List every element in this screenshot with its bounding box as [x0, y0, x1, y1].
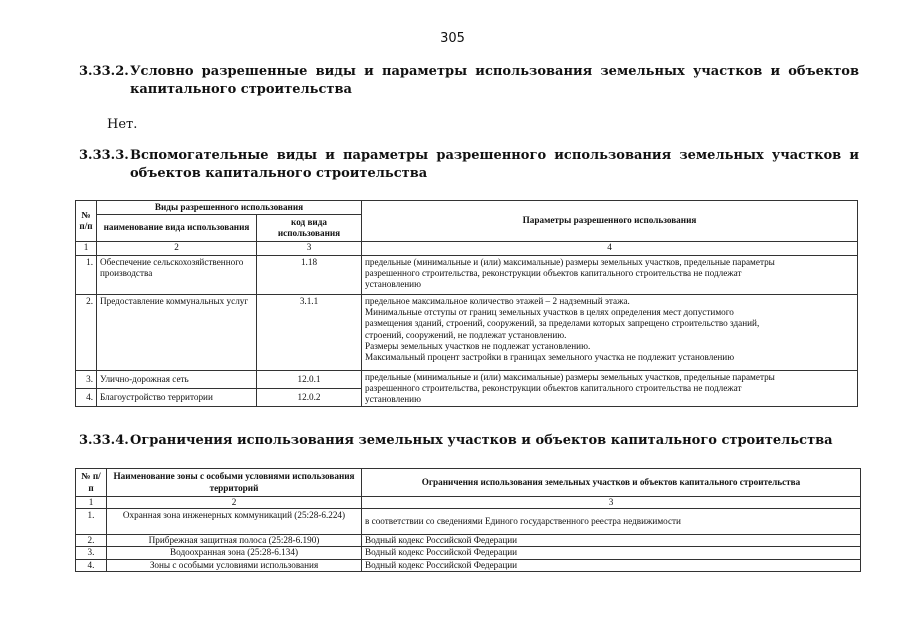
- use-params-shared: [362, 371, 858, 407]
- table-row: [76, 509, 861, 535]
- use-code: 1.18: [257, 256, 362, 295]
- params-line: установлению: [365, 394, 421, 405]
- use-code: 12.0.1: [257, 371, 362, 389]
- use-params: [362, 295, 858, 371]
- row-num: 4.: [76, 389, 97, 407]
- section-number: 3.33.4.: [79, 433, 129, 448]
- params-line: Размеры земельных участков не подлежат установлению.: [365, 340, 591, 351]
- index-row: [76, 242, 858, 256]
- section-title: Вспомогательные виды и параметры разрешенного использования земельных участков и объектов капитального строительства: [130, 148, 859, 181]
- use-code: 12.0.2: [257, 389, 362, 407]
- row-num: 1.: [76, 509, 107, 535]
- index-cell: 4: [362, 242, 858, 256]
- index-row: [76, 497, 861, 509]
- index-cell: 1: [76, 497, 107, 509]
- params-line: Максимальный процент застройки в границах земельного участка не подлежит установлению: [365, 352, 735, 363]
- table-row: [76, 371, 858, 389]
- use-code: 3.1.1: [257, 295, 362, 371]
- index-cell: 2: [97, 242, 257, 256]
- params-line: разрешенного строительства, реконструкции объектов капитального строительства не подлежат: [365, 268, 742, 279]
- params-line: Минимальные отступы от границ земельных участков в целях определения мест допустимого: [365, 307, 734, 318]
- section-title: Ограничения использования земельных участков и объектов капитального строительства: [130, 433, 833, 448]
- restriction: в соответствии со сведениями Единого государственного реестра недвижимости: [362, 509, 861, 535]
- header-name: наименование вида использования: [97, 215, 257, 242]
- use-name: Предоставление коммунальных услуг: [97, 295, 257, 371]
- index-cell: 2: [107, 497, 362, 509]
- header-params: Параметры разрешенного использования: [362, 201, 858, 242]
- header-restrictions: Ограничения использования земельных участков и объектов капитального строительства: [362, 469, 861, 497]
- params-line: строений, сооружений, не подлежат установлению.: [365, 329, 567, 340]
- section-number: 3.33.3.: [79, 148, 129, 163]
- permitted-uses-table: [75, 200, 858, 407]
- row-num: 2.: [76, 535, 107, 547]
- table-row: [76, 547, 861, 559]
- row-num: 2.: [76, 295, 97, 371]
- restriction: Водный кодекс Российской Федерации: [362, 547, 861, 559]
- table-row: [76, 256, 858, 295]
- restriction: Водный кодекс Российской Федерации: [362, 559, 861, 571]
- index-cell: 1: [76, 242, 97, 256]
- row-num: 3.: [76, 371, 97, 389]
- params-line: предельные (минимальные и (или) максимальные) размеры земельных участков, предельные параметры: [365, 257, 775, 267]
- index-cell: 3: [362, 497, 861, 509]
- params-line: размещения зданий, строений, сооружений, за пределами которых запрещено строительство зданий,: [365, 318, 760, 329]
- zone-name: Зоны с особыми условиями использования: [107, 559, 362, 571]
- header-num: № п/п: [76, 469, 107, 497]
- section-heading-3-33-2: [79, 63, 859, 99]
- use-name: Благоустройство территории: [97, 389, 257, 407]
- row-num: 4.: [76, 559, 107, 571]
- header-code: код вида использования: [257, 215, 362, 242]
- zone-name: Прибрежная защитная полоса (25:28-6.190): [107, 535, 362, 547]
- row-num: 3.: [76, 547, 107, 559]
- params-line: установлению: [365, 279, 421, 290]
- table-row: [76, 295, 858, 371]
- use-name: Улично-дорожная сеть: [97, 371, 257, 389]
- section-heading-3-33-3: [79, 147, 859, 183]
- zone-name: Водоохранная зона (25:28-6.134): [107, 547, 362, 559]
- params-line: предельные (минимальные и (или) максимальные) размеры земельных участков, предельные параметры: [365, 372, 775, 382]
- section-number: 3.33.2.: [79, 64, 129, 79]
- restriction: Водный кодекс Российской Федерации: [362, 535, 861, 547]
- row-num: 1.: [76, 256, 97, 295]
- zone-name: Охранная зона инженерных коммуникаций (25:28-6.224): [107, 509, 362, 535]
- section-body-text: Нет.: [107, 117, 138, 132]
- index-cell: 3: [257, 242, 362, 256]
- params-line: предельное максимальное количество этажей – 2 надземный этажа.: [365, 296, 630, 306]
- header-zone: Наименование зоны с особыми условиями использования территорий: [107, 469, 362, 497]
- table-row: [76, 559, 861, 571]
- restrictions-table: [75, 468, 861, 572]
- header-num: № п/п: [76, 201, 97, 242]
- params-line: разрешенного строительства, реконструкции объектов капитального строительства не подлежат: [365, 383, 742, 394]
- header-kinds-group: Виды разрешенного использования: [97, 201, 362, 215]
- section-heading-3-33-4: [79, 432, 859, 450]
- use-params: [362, 256, 858, 295]
- page-number: 305: [440, 31, 465, 46]
- table-row: [76, 535, 861, 547]
- use-name: Обеспечение сельскохозяйственного производства: [97, 256, 257, 295]
- section-title: Условно разрешенные виды и параметры использования земельных участков и объектов капитального строительства: [130, 64, 859, 97]
